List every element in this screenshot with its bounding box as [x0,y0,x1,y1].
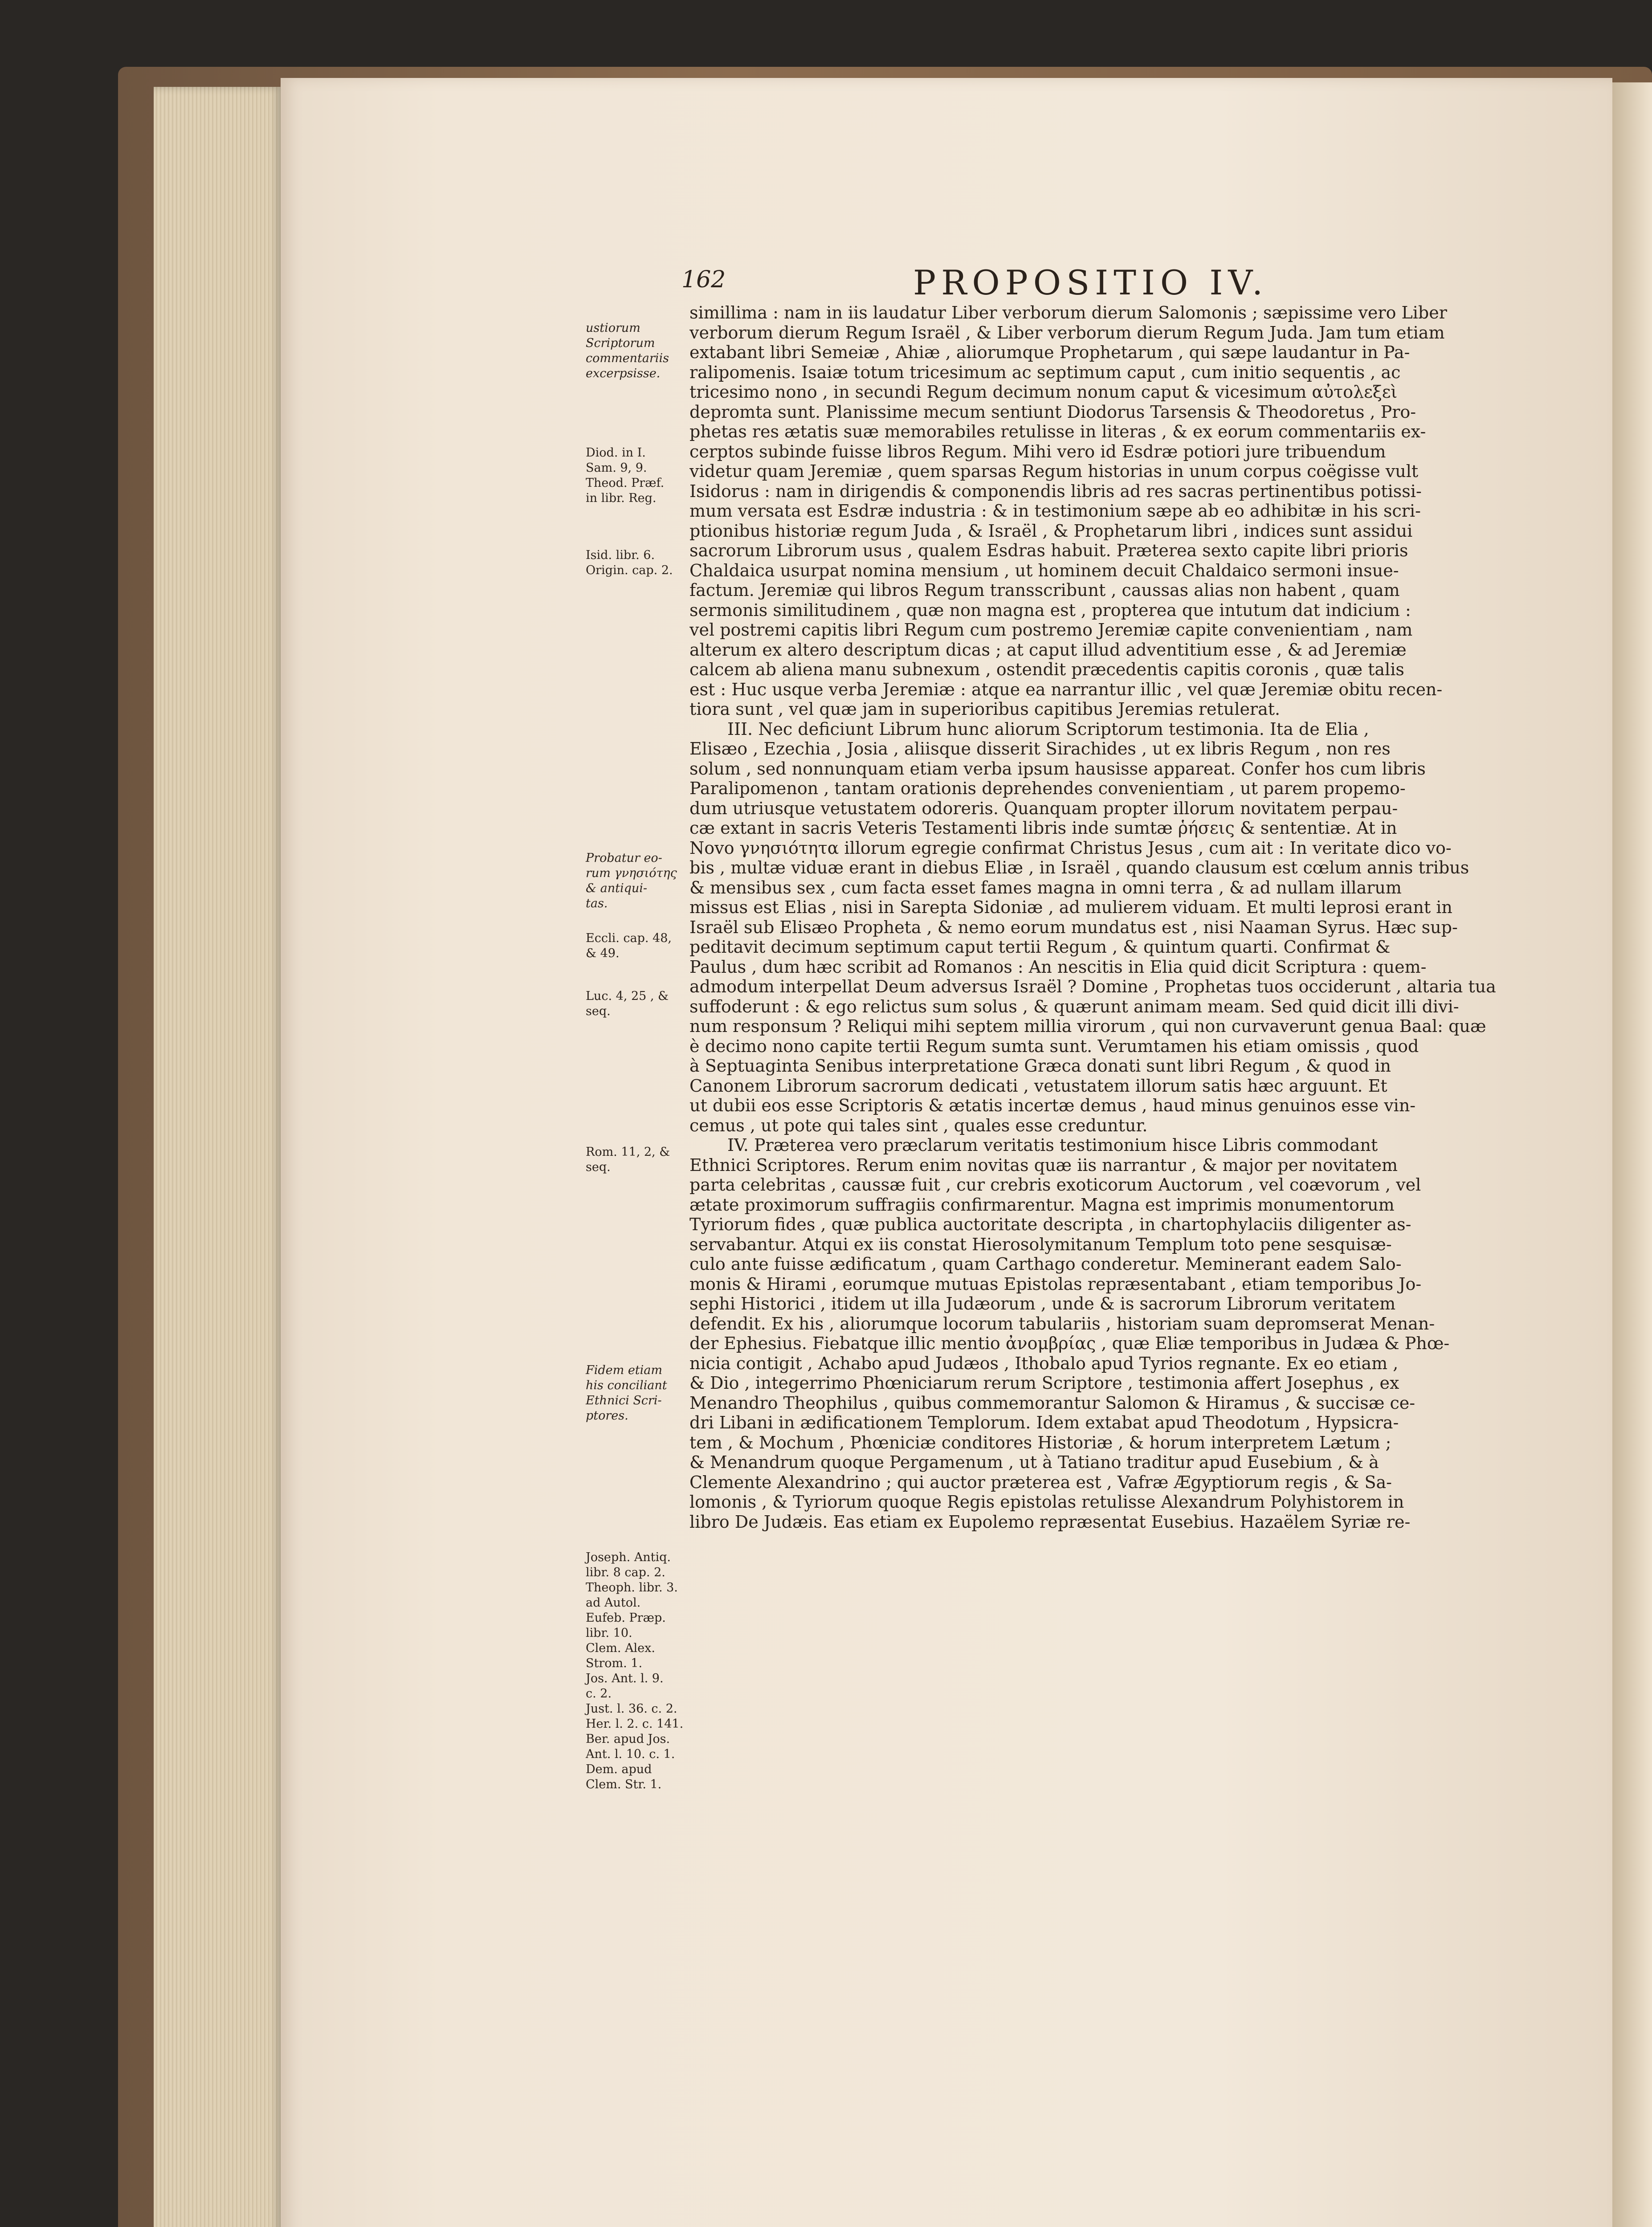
page-header [681,263,1595,307]
text-line: cemus , ut pote qui tales sint , quales esse creduntur. [689,1115,1148,1135]
margin-note-line: ad Autol. [586,1596,641,1610]
margin-note-line: Probatur eo- [586,851,662,865]
margin-note-line: ptores. [586,1409,628,1423]
text-line: ut dubii eos esse Scriptoris & ætatis incertæ demus , haud minus genuinos esse vin- [689,1096,1416,1115]
text-line: ætate proximorum suffragiis confirmarentur. Magna est imprimis monumentorum [689,1195,1395,1215]
text-line: à Septuaginta Senibus interpretatione Græca donati sunt libri Regum , & quod in [689,1056,1391,1076]
text-line: & mensibus sex , cum facta esset fames magna in omni terra , & ad nullam illarum [689,877,1402,897]
text-line: mum versata est Esdræ industria : & in testimonium sæpe ab eo adhibitæ in his scri- [689,501,1421,521]
text-line: ralipomenis. Isaiæ totum tricesimum ac septimum caput , cum initio sequentis , ac [689,362,1401,382]
text-line: dum utriusque vetustatem odoreris. Quanquam propter illorum novitatem perpau- [689,798,1398,818]
margin-note-line: ustiorum [586,321,640,335]
margin-note-eccli [586,931,693,961]
margin-note-line: seq. [586,1160,611,1174]
text-line: tiora sunt , vel quæ jam in superioribus capitibus Jeremias retulerat. [689,699,1281,719]
text-line: tem , & Mochum , Phœniciæ conditores Historiæ , & horum interpretem Lætum ; [689,1432,1391,1452]
text-line: parta celebritas , caussæ fuit , cur crebris exoticorum Auctorum , vel coævorum , vel [689,1175,1421,1195]
text-line: admodum interpellat Deum adversus Israël ? Domine , Prophetas tuos occiderunt , altaria tua [689,977,1496,996]
text-line: Israël sub Elisæo Propheta , & nemo eorum mundatus est , nisi Naaman Syrus. Hæc sup- [689,917,1458,937]
margin-note-luc [586,989,693,1019]
margin-note-line: Strom. 1. [586,1656,643,1670]
margin-note-line: Joseph. Antiq. [586,1550,671,1564]
text-line: lomonis , & Tyriorum quoque Regis epistolas retulisse Alexandrum Polyhistorem in [689,1492,1404,1512]
text-line: vel postremi capitis libri Regum cum postremo Jeremiæ capite convenientiam , nam [689,620,1413,640]
margin-note-line: Ethnici Scri- [586,1394,662,1407]
text-line: dri Libani in ædificationem Templorum. Idem extabat apud Theodotum , Hypsicra- [689,1413,1399,1432]
margin-note-line: seq. [586,1004,611,1018]
text-line: Clemente Alexandrino ; qui auctor præterea est , Vafræ Ægyptiorum regis , & Sa- [689,1472,1392,1492]
text-line: Ethnici Scriptores. Rerum enim novitas quæ iis narrantur , & major per novitatem [689,1155,1398,1175]
text-line: & Dio , integerrimo Phœniciarum rerum Scriptore , testimonia affert Josephus , ex [689,1373,1399,1393]
text-line: nicia contigit , Achabo apud Judæos , Ithobalo apud Tyrios regnante. Ex eo etiam , [689,1353,1399,1373]
margin-note-line: Theod. Præf. [586,476,665,490]
text-line: missus est Elias , nisi in Sarepta Sidoniæ , ad mulierem viduam. Et multi leprosi erant in [689,897,1452,917]
text-line: der Ephesius. Fiebatque illic mentio ἀνομβρίας , quæ Eliæ temporibus in Judæa & Phœ- [689,1334,1450,1353]
text-line: solum , sed nonnunquam etiam verba ipsum hausisse appareat. Confer hos cum libris [689,759,1426,779]
margin-note-line: Her. l. 2. c. 141. [586,1717,684,1731]
text-line: calcem ab aliena manu subnexum , ostendit præcedentis capitis coronis , quæ talis [689,660,1404,679]
text-line: Chaldaica usurpat nomina mensium , ut hominem decuit Chaldaico sermoni insue- [689,560,1399,580]
margin-note-line: Theoph. libr. 3. [586,1581,678,1595]
margin-note-line: Jos. Ant. l. 9. [586,1672,664,1685]
text-line: defendit. Ex his , aliorumque locorum tabulariis , historiam suam depromserat Menan- [689,1313,1435,1334]
margin-note-diodorus [586,445,693,506]
text-line: sacrorum Librorum usus , qualem Esdras habuit. Præterea sexto capite libri prioris [689,541,1408,560]
margin-note-probatur [586,851,693,911]
margin-note-line: excerpsisse. [586,367,661,380]
text-line: Canonem Librorum sacrorum dedicati , vetustatem illorum satis hæc arguunt. Et [689,1076,1387,1096]
margin-note-line: Ber. apud Jos. [586,1732,670,1746]
text-line: suffoderunt : & ego relictus sum solus , & quærunt animam meam. Sed quid dicit illi divi- [689,996,1459,1016]
page-edges [154,87,283,2227]
text-line: Isidorus : nam in dirigendis & componendis libris ad res sacras pertinentibus potissi- [689,481,1422,501]
margin-note-line: & antiqui- [586,881,648,895]
text-line: servabantur. Atqui ex iis constat Hierosolymitanum Templum toto pene sesquisæ- [689,1234,1392,1254]
margin-note-line: Fidem etiam [586,1363,662,1377]
text-line: Paralipomenon , tantam orationis deprehendes convenientiam , ut parem propemo- [689,779,1406,798]
text-line: Paulus , dum hæc scribit ad Romanos : An nescitis in Elia quid dicit Scriptura : quem- [689,957,1427,977]
text-line: sermonis similitudinem , quæ non magna est , propterea que intutum dat indicium : [689,600,1411,620]
text-line: simillima : nam in iis laudatur Liber verborum dierum Salomonis ; sæpissime vero Liber [689,303,1447,322]
margin-note-line: libr. 8 cap. 2. [586,1566,665,1579]
margin-note-line: Clem. Alex. [586,1641,655,1655]
text-line: & Menandrum quoque Pergamenum , ut à Tatiano traditur apud Eusebium , & à [689,1452,1379,1472]
text-line: alterum ex altero descriptum dicas ; at caput illud adventitium esse , & ad Jeremiæ [689,640,1407,660]
margin-note-line: Clem. Str. 1. [586,1778,662,1791]
margin-note-line: Rom. 11, 2, & [586,1145,670,1159]
text-line: phetas res ætatis suæ memorabiles retulisse in literas , & ex eorum commentariis ex- [689,422,1426,441]
text-line: IV. Præterea vero præclarum veritatis testimonium hisce Libris commodant [727,1135,1378,1155]
running-title: PROPOSITIO IV. [913,263,1269,302]
page-number: 162 [681,266,726,293]
text-line: Elisæo , Ezechia , Josia , aliisque disserit Sirachides , ut ex libris Regum , non res [689,739,1391,759]
margin-note-fidem [586,1363,693,1423]
text-line: factum. Jeremiæ qui libros Regum transscribunt , caussas alias non habent , quam [689,580,1400,600]
margin-note-line: rum γνησιότης [586,866,677,880]
text-line: extabant libri Semeiæ , Ahiæ , aliorumque Prophetarum , qui sæpe laudantur in Pa- [689,343,1410,362]
margin-note-line: Dem. apud [586,1762,652,1776]
margin-note-line: & 49. [586,946,620,960]
margin-note-line: Just. l. 36. c. 2. [586,1702,677,1716]
text-line: Menandro Theophilus , quibus commemorantur Salomon & Hiramus , & succisæ ce- [689,1393,1415,1413]
margin-note-references [586,1550,693,1792]
margin-note-line: commentariis [586,351,669,365]
text-line: libro De Judæis. Eas etiam ex Eupolemo repræsentat Eusebius. Hazaëlem Syriæ re- [689,1512,1411,1532]
margin-note-line: Sam. 9, 9. [586,461,647,475]
margin-note-line: his conciliant [586,1379,667,1392]
margin-note-line: Origin. cap. 2. [586,563,673,577]
text-line: est : Huc usque verba Jeremiæ : atque ea narrantur illic , vel quæ Jeremiæ obitu recen- [689,679,1443,699]
margin-note-line: Eccli. cap. 48, [586,931,672,945]
margin-note-line: Luc. 4, 25 , & [586,989,669,1003]
text-line: Novo γνησιότητα illorum egregie confirmat Christus Jesus , cum ait : In veritate dico vo- [689,838,1452,858]
margin-note-line: in libr. Reg. [586,491,657,505]
text-line: bis , multæ viduæ erant in diebus Eliæ , in Israël , quando clausum est cœlum annis tribus [689,858,1469,877]
margin-note-rom [586,1145,693,1175]
text-line: tricesimo nono , in secundi Regum decimum nonum caput & vicesimum αὐτολεξεὶ [689,382,1398,402]
margin-note-line: c. 2. [586,1687,612,1701]
text-line: cæ extant in sacris Veteris Testamenti libris inde sumtæ ῥήσεις & sententiæ. At in [689,818,1397,838]
text-line: culo ante fuisse ædificatum , quam Carthago conderetur. Meminerant eadem Salo- [689,1254,1402,1274]
body-text [689,303,1580,1532]
text-line: videtur quam Jeremiæ , quem sparsas Regum historias in unum corpus coëgisse vult [689,461,1419,481]
text-line: ptionibus historiæ regum Juda , & Israël , & Prophetarum libri , indices sunt assidui [689,521,1413,541]
margin-note-line: libr. 10. [586,1626,632,1640]
text-line: cerptos subinde fuisse libros Regum. Mihi vero id Esdræ potiori jure tribuendum [689,441,1386,461]
margin-note-line: Diod. in I. [586,446,646,460]
margin-note-line: tas. [586,897,608,910]
margin-note-isidorus [586,548,693,578]
text-line: III. Nec deficiunt Librum hunc aliorum Scriptorum testimonia. Ita de Elia , [727,719,1369,739]
margin-note-line: Isid. libr. 6. [586,548,655,562]
text-line: è decimo nono capite tertii Regum sumta sunt. Verumtamen his etiam omissis , quod [689,1036,1419,1056]
text-line: num responsum ? Reliqui mihi septem millia virorum , qui non curvaverunt genua Baal: quæ [689,1016,1486,1036]
text-line: sephi Historici , itidem ut illa Judæorum , unde & is sacrorum Librorum veritatem [689,1294,1396,1313]
text-line: peditavit decimum septimum caput tertii Regum , & quintum quarti. Confirmat & [689,937,1391,957]
margin-note-line: Scriptorum [586,336,655,350]
margin-note-scriptorum [586,321,693,381]
text-line: monis & Hirami , eorumque mutuas Epistolas repræsentabant , etiam temporibus Jo- [689,1274,1422,1294]
margin-note-line: Eufeb. Præp. [586,1611,666,1625]
text-line: verborum dierum Regum Israël , & Liber verborum dierum Regum Juda. Jam tum etiam [689,322,1445,343]
text-line: depromta sunt. Planissime mecum sentiunt Diodorus Tarsensis & Theodoretus , Pro- [689,402,1416,422]
facing-page-edge [1612,82,1652,2227]
margin-note-line: Ant. l. 10. c. 1. [586,1747,675,1761]
text-line: Tyriorum fides , quæ publica auctoritate descripta , in chartophylaciis diligenter as- [689,1215,1411,1234]
